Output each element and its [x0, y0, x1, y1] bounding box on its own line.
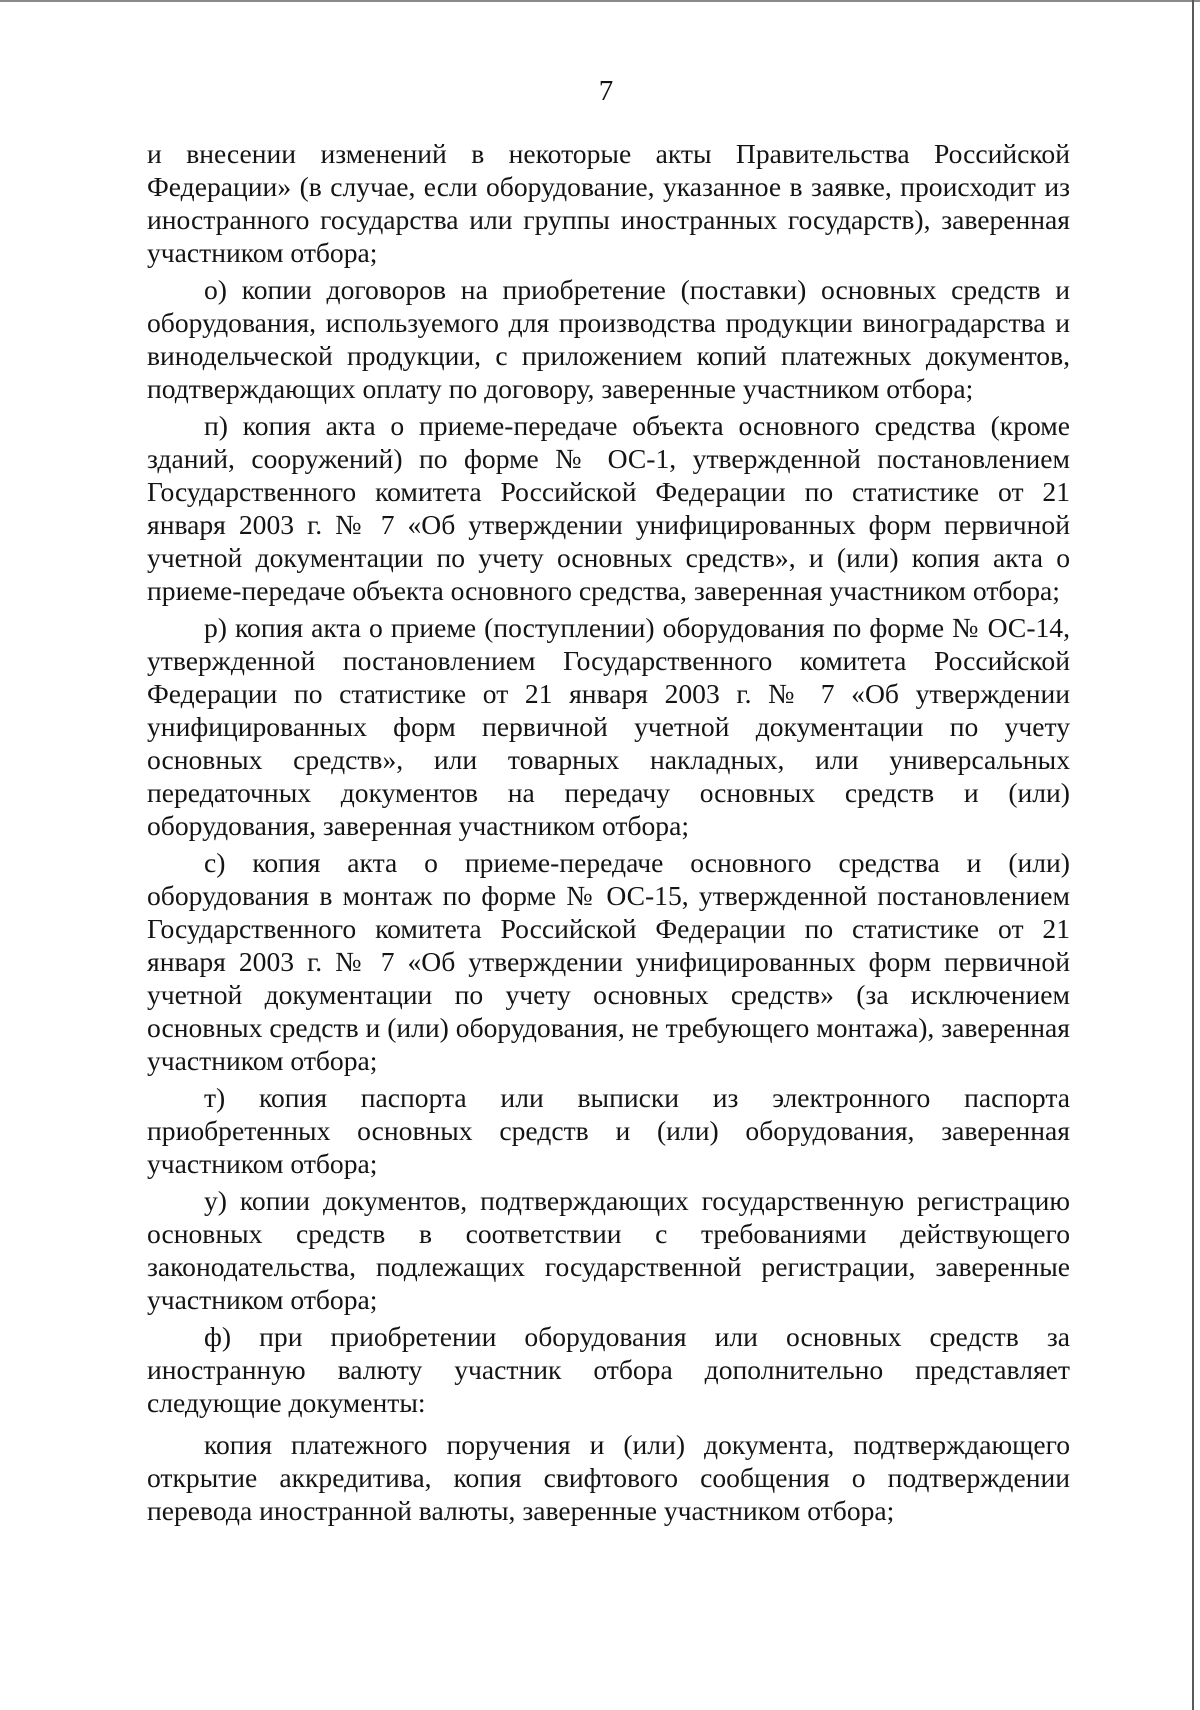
- scan-edge-right: [1192, 0, 1194, 1710]
- document-body: [147, 137, 1070, 1527]
- paragraph-continuation: и внесении изменений в некоторые акты Правительства Российской Федерации» (в случае, если оборудование, указанное в заявке, происходит из иностранного государства или группы иностранных государств), заверенная участником отбора;: [147, 138, 1070, 268]
- scan-edge-top: [0, 0, 1200, 2]
- paragraph-item-s: с) копия акта о приеме-передаче основного средства и (или) оборудования в монтаж по форме № ОС-15, утвержденной постановлением Государственного комитета Российской Федерации по статистике от 21 января 2003 г. № 7 «Об утверждении унифицированных форм первичной учетной документации по учету основных средств» (за исключением основных средств и (или) оборудования, не требующего монтажа), заверенная участником отбора;: [147, 847, 1070, 1076]
- paragraph-item-u: у) копии документов, подтверждающих государственную регистрацию основных средств в соответствии с требованиями действующего законодательства, подлежащих государственной регистрации, заверенные участником отбора;: [147, 1185, 1070, 1315]
- paragraph-item-o: о) копии договоров на приобретение (поставки) основных средств и оборудования, используемого для производства продукции виноградарства и винодельческой продукции, с приложением копий платежных документов, подтверждающих оплату по договору, заверенные участником отбора;: [147, 274, 1070, 404]
- paragraph-item-f-sub: копия платежного поручения и (или) документа, подтверждающего открытие аккредитива, копия свифтового сообщения о подтверждении перевода иностранной валюты, заверенные участником отбора;: [147, 1429, 1070, 1526]
- paragraph-item-t: т) копия паспорта или выписки из электронного паспорта приобретенных основных средств и (или) оборудования, заверенная участником отбора;: [147, 1082, 1070, 1179]
- paragraph-item-r: р) копия акта о приеме (поступлении) оборудования по форме № ОС-14, утвержденной постановлением Государственного комитета Российской Федерации по статистике от 21 января 2003 г. № 7 «Об утверждении унифицированных форм первичной учетной документации по учету основных средств», или товарных накладных, или универсальных передаточных документов на передачу основных средств и (или) оборудования, заверенная участником отбора;: [147, 612, 1070, 841]
- page-number: 7: [598, 75, 614, 107]
- paragraph-item-f: ф) при приобретении оборудования или основных средств за иностранную валюту участник отбора дополнительно представляет следующие документы:: [147, 1321, 1070, 1418]
- paragraph-item-p: п) копия акта о приеме-передаче объекта основного средства (кроме зданий, сооружений) по форме № ОС-1, утвержденной постановлением Государственного комитета Российской Федерации по статистике от 21 января 2003 г. № 7 «Об утверждении унифицированных форм первичной учетной документации по учету основных средств», и (или) копия акта о приеме-передаче объекта основного средства, заверенная участником отбора;: [147, 410, 1070, 606]
